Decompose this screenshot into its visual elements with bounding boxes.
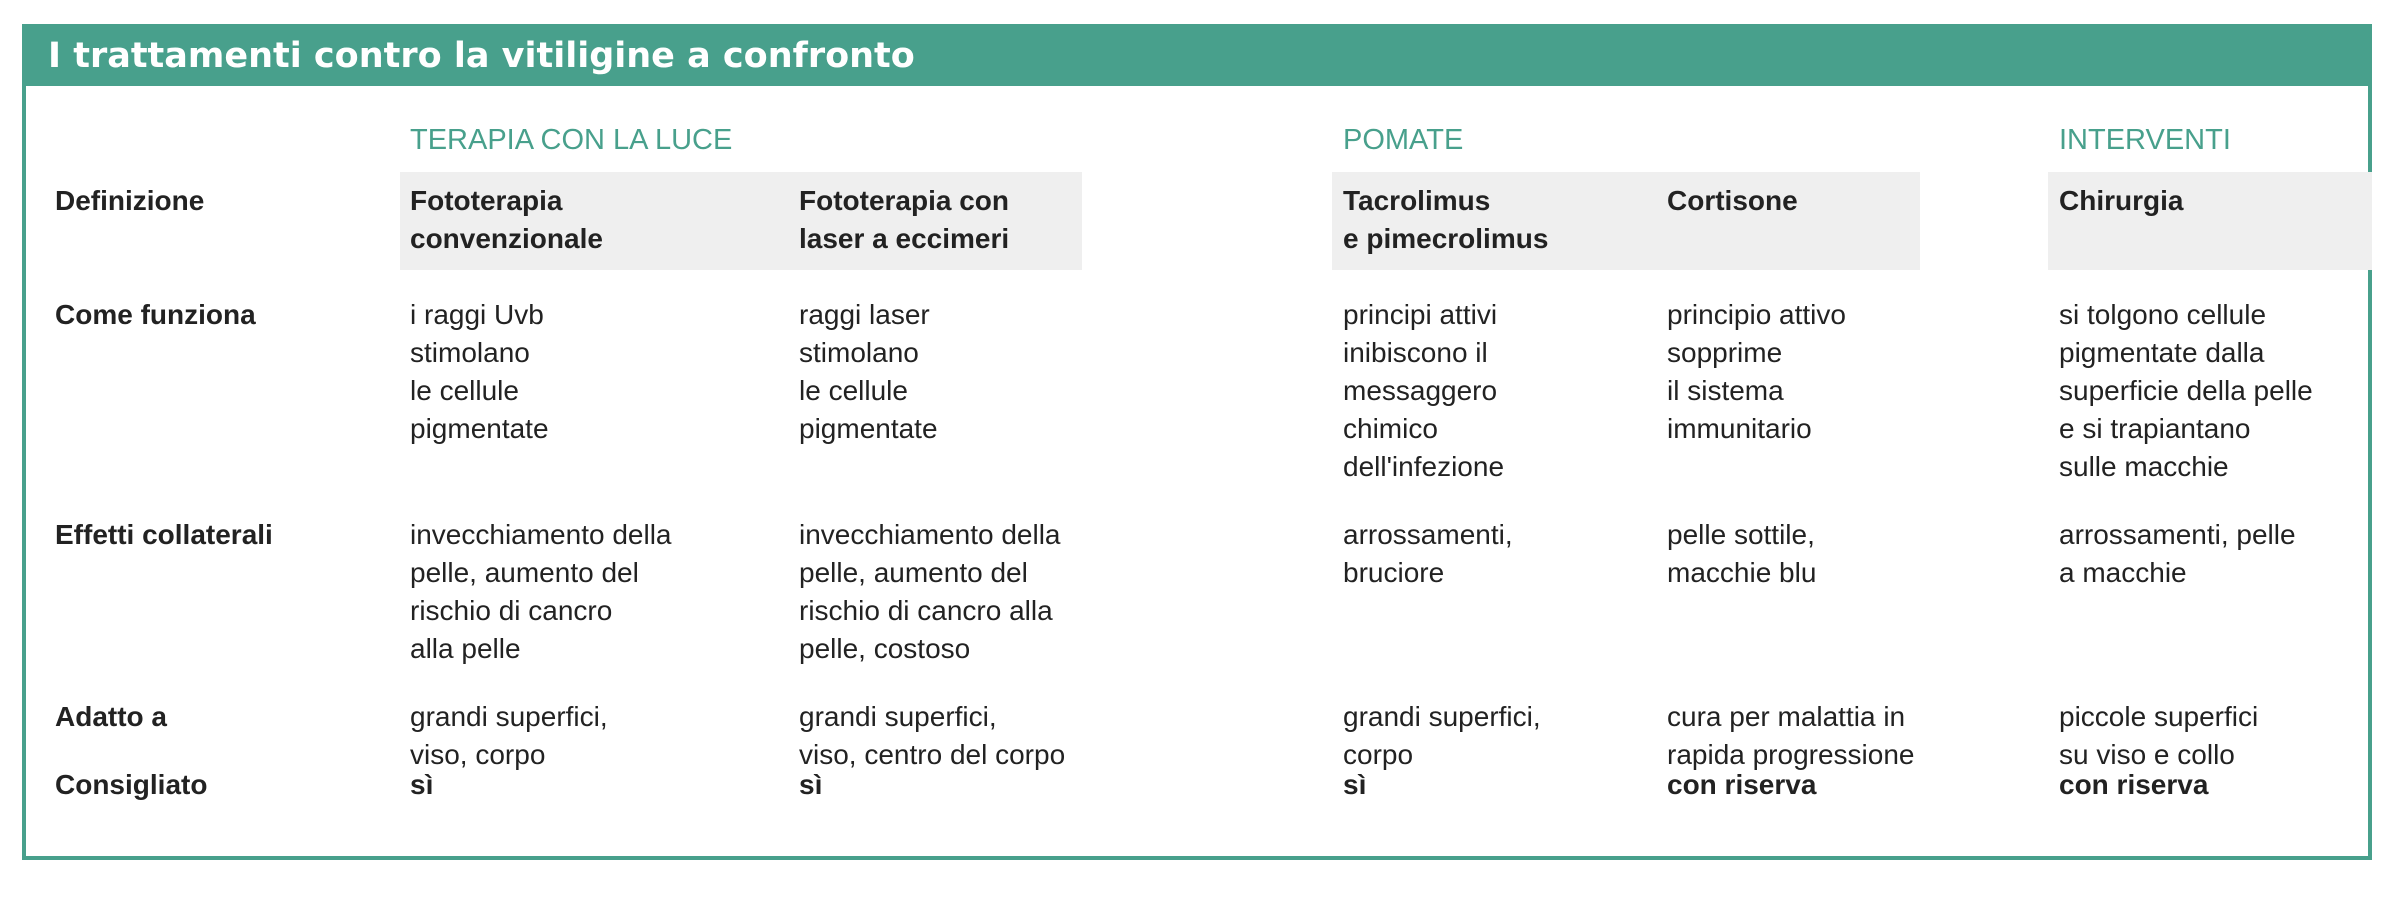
how-it-works-cell: i raggi Uvb stimolano le cellule pigmentate [410, 299, 549, 444]
side-effects-cell: arrossamenti, pelle a macchie [2059, 519, 2296, 588]
side-effects-cell: invecchiamento della pelle, aumento del rischio di cancro alla pelle [410, 519, 672, 664]
recommended-cell: sì [799, 769, 823, 800]
suitable-for-cell: piccole superfici su viso e collo [2059, 701, 2259, 770]
treatment-name: Fototerapia convenzionale [410, 185, 603, 254]
side-effects-cell: invecchiamento della pelle, aumento del rischio di cancro alla pelle, costoso [799, 519, 1061, 664]
recommended-cell: sì [410, 769, 434, 800]
section-heading-interventions: INTERVENTI [2059, 124, 2231, 156]
treatment-name: Tacrolimus e pimecrolimus [1343, 185, 1549, 254]
suitable-for-cell: cura per malattia in rapida progressione [1667, 701, 1915, 770]
section-heading-creams: POMATE [1343, 124, 1464, 156]
row-label-how-it-works: Come funziona [55, 299, 256, 330]
treatment-name: Fototerapia con laser a eccimeri [799, 185, 1010, 254]
recommended-cell: con riserva [2059, 769, 2209, 800]
recommended-cell: con riserva [1667, 769, 1817, 800]
suitable-for-cell: grandi superfici, viso, corpo [410, 701, 608, 770]
suitable-for-cell: grandi superfici, viso, centro del corpo [799, 701, 1066, 770]
treatment-name: Cortisone [1667, 185, 1798, 216]
comparison-table [22, 24, 2372, 860]
title-bar [26, 28, 2368, 86]
row-label-definition: Definizione [55, 185, 205, 216]
how-it-works-cell: raggi laser stimolano le cellule pigmentate [799, 299, 938, 444]
suitable-for-cell: grandi superfici, corpo [1343, 701, 1541, 770]
side-effects-cell: pelle sottile, macchie blu [1667, 519, 1817, 588]
treatment-name: Chirurgia [2059, 185, 2184, 216]
row-label-suitable-for: Adatto a [55, 701, 167, 732]
how-it-works-cell: principio attivo sopprime il sistema immunitario [1667, 299, 1846, 444]
row-label-side-effects: Effetti collaterali [55, 519, 273, 550]
recommended-cell: sì [1343, 769, 1367, 800]
how-it-works-cell: si tolgono cellule pigmentate dalla superficie della pelle e si trapiantano sulle macchie [2059, 299, 2313, 482]
row-label-recommended: Consigliato [55, 769, 208, 800]
page-title: I trattamenti contro la vitiligine a confronto [48, 36, 915, 76]
section-heading-light-therapy: TERAPIA CON LA LUCE [410, 124, 733, 156]
how-it-works-cell: principi attivi inibiscono il messaggero chimico dell'infezione [1343, 299, 1505, 482]
side-effects-cell: arrossamenti, bruciore [1343, 519, 1513, 588]
